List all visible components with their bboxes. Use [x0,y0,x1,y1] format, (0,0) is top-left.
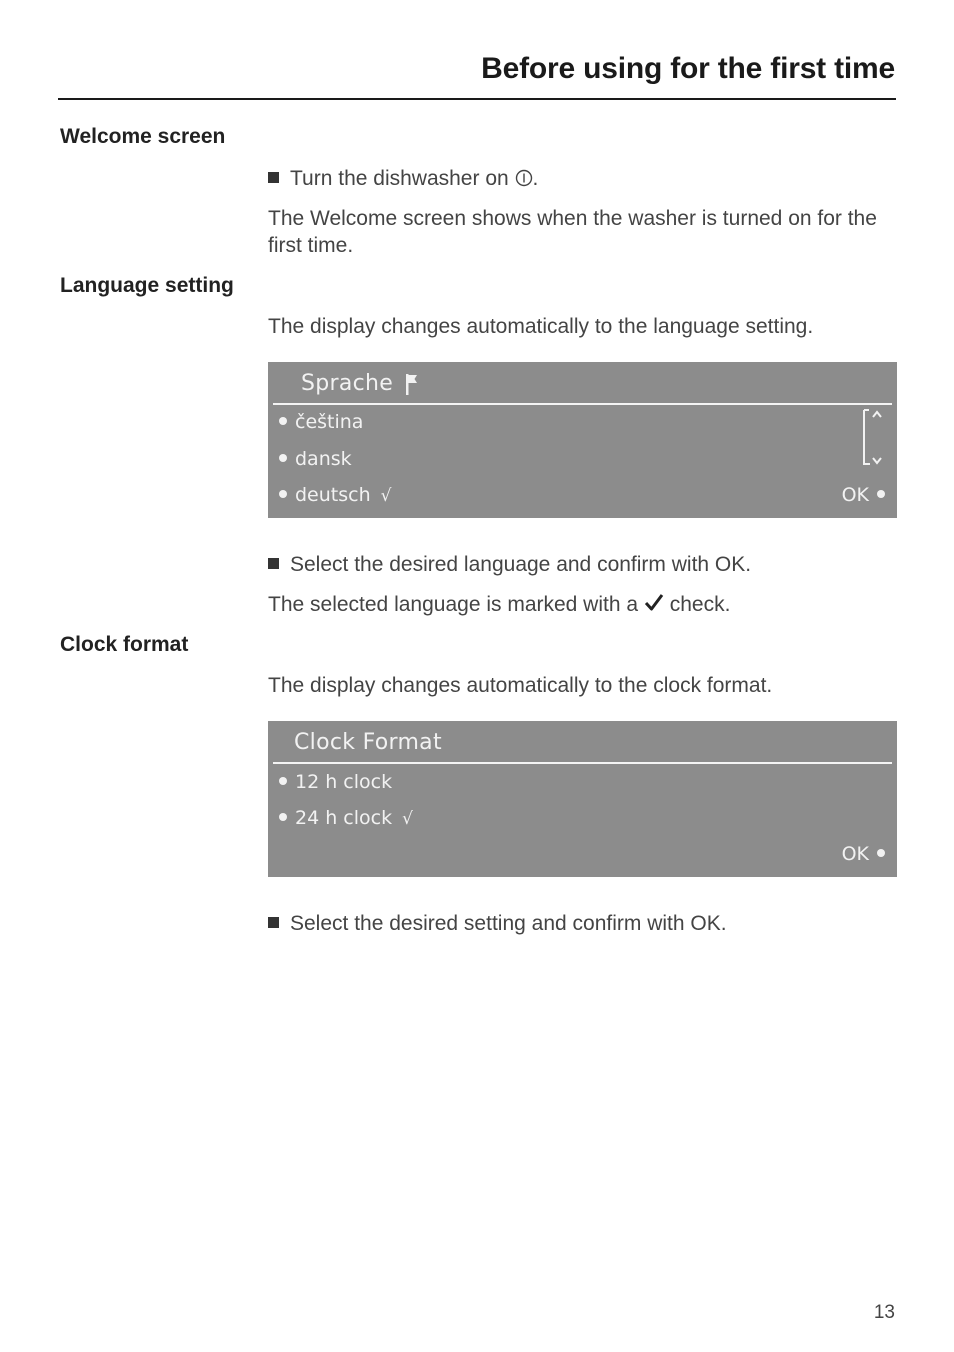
option-dot-icon [279,777,287,785]
language-option[interactable] [279,411,363,433]
clock-option-selected[interactable] [279,807,413,830]
info-text-end: check. [669,593,731,616]
language-intro-text: The display changes automatically to the language setting. [268,315,814,338]
section-heading-clock-format: Clock format [60,633,189,656]
instruction-text: Turn the dishwasher on [290,167,509,190]
bullet-square [268,172,279,183]
language-info-text [268,591,896,618]
option-dot-icon [279,417,287,425]
instruction-text: Select the desired language and confirm with OK. [290,553,752,576]
option-dot-icon [279,454,287,462]
option-dot-icon [279,813,287,821]
language-option-selected[interactable] [279,484,391,507]
display-title: Sprache [301,371,394,396]
option-label: 12 h clock [295,771,393,793]
title-divider [58,98,896,100]
instruction-period: . [532,167,539,190]
display-header [273,721,892,764]
clock-display-screen [268,721,897,877]
instruction-text: Select the desired setting and confirm with OK. [290,912,727,935]
selected-check-icon: √ [402,809,413,829]
page-title: Before using for the first time [481,52,895,85]
scroll-arrows-icon [859,406,887,472]
clock-option[interactable] [279,771,392,793]
power-symbol-icon [515,167,533,185]
language-display-screen [268,362,897,518]
check-mark-icon [644,593,664,613]
ok-dot-icon [877,490,885,498]
option-label: deutsch [295,484,371,506]
display-title: Clock Format [294,730,442,755]
ok-label: OK [841,484,869,506]
flag-icon [404,372,420,400]
ok-dot-icon [877,849,885,857]
bullet-square [268,558,279,569]
ok-button[interactable] [842,484,885,506]
clock-intro-text: The display changes automatically to the clock format. [268,674,773,697]
instruction-step-turn-on [268,165,896,192]
ok-label: OK [841,843,869,865]
option-dot-icon [279,490,287,498]
welcome-info-text: The Welcome screen shows when the washer is turned on for the first time. [268,207,877,257]
option-label: čeština [295,411,364,433]
section-heading-welcome-screen: Welcome screen [60,125,226,148]
ok-button[interactable] [842,843,885,865]
selected-check-icon: √ [380,486,392,506]
language-option[interactable] [279,448,352,470]
info-text-start: The selected language is marked with a [268,593,639,616]
section-heading-language-setting: Language setting [60,274,234,297]
option-label: dansk [295,448,352,470]
page-number: 13 [873,1302,895,1323]
instruction-step-select-language [268,551,896,578]
option-label: 24 h clock [295,807,393,829]
display-header [273,362,892,405]
instruction-step-select-clock [268,910,896,937]
bullet-square [268,917,279,928]
